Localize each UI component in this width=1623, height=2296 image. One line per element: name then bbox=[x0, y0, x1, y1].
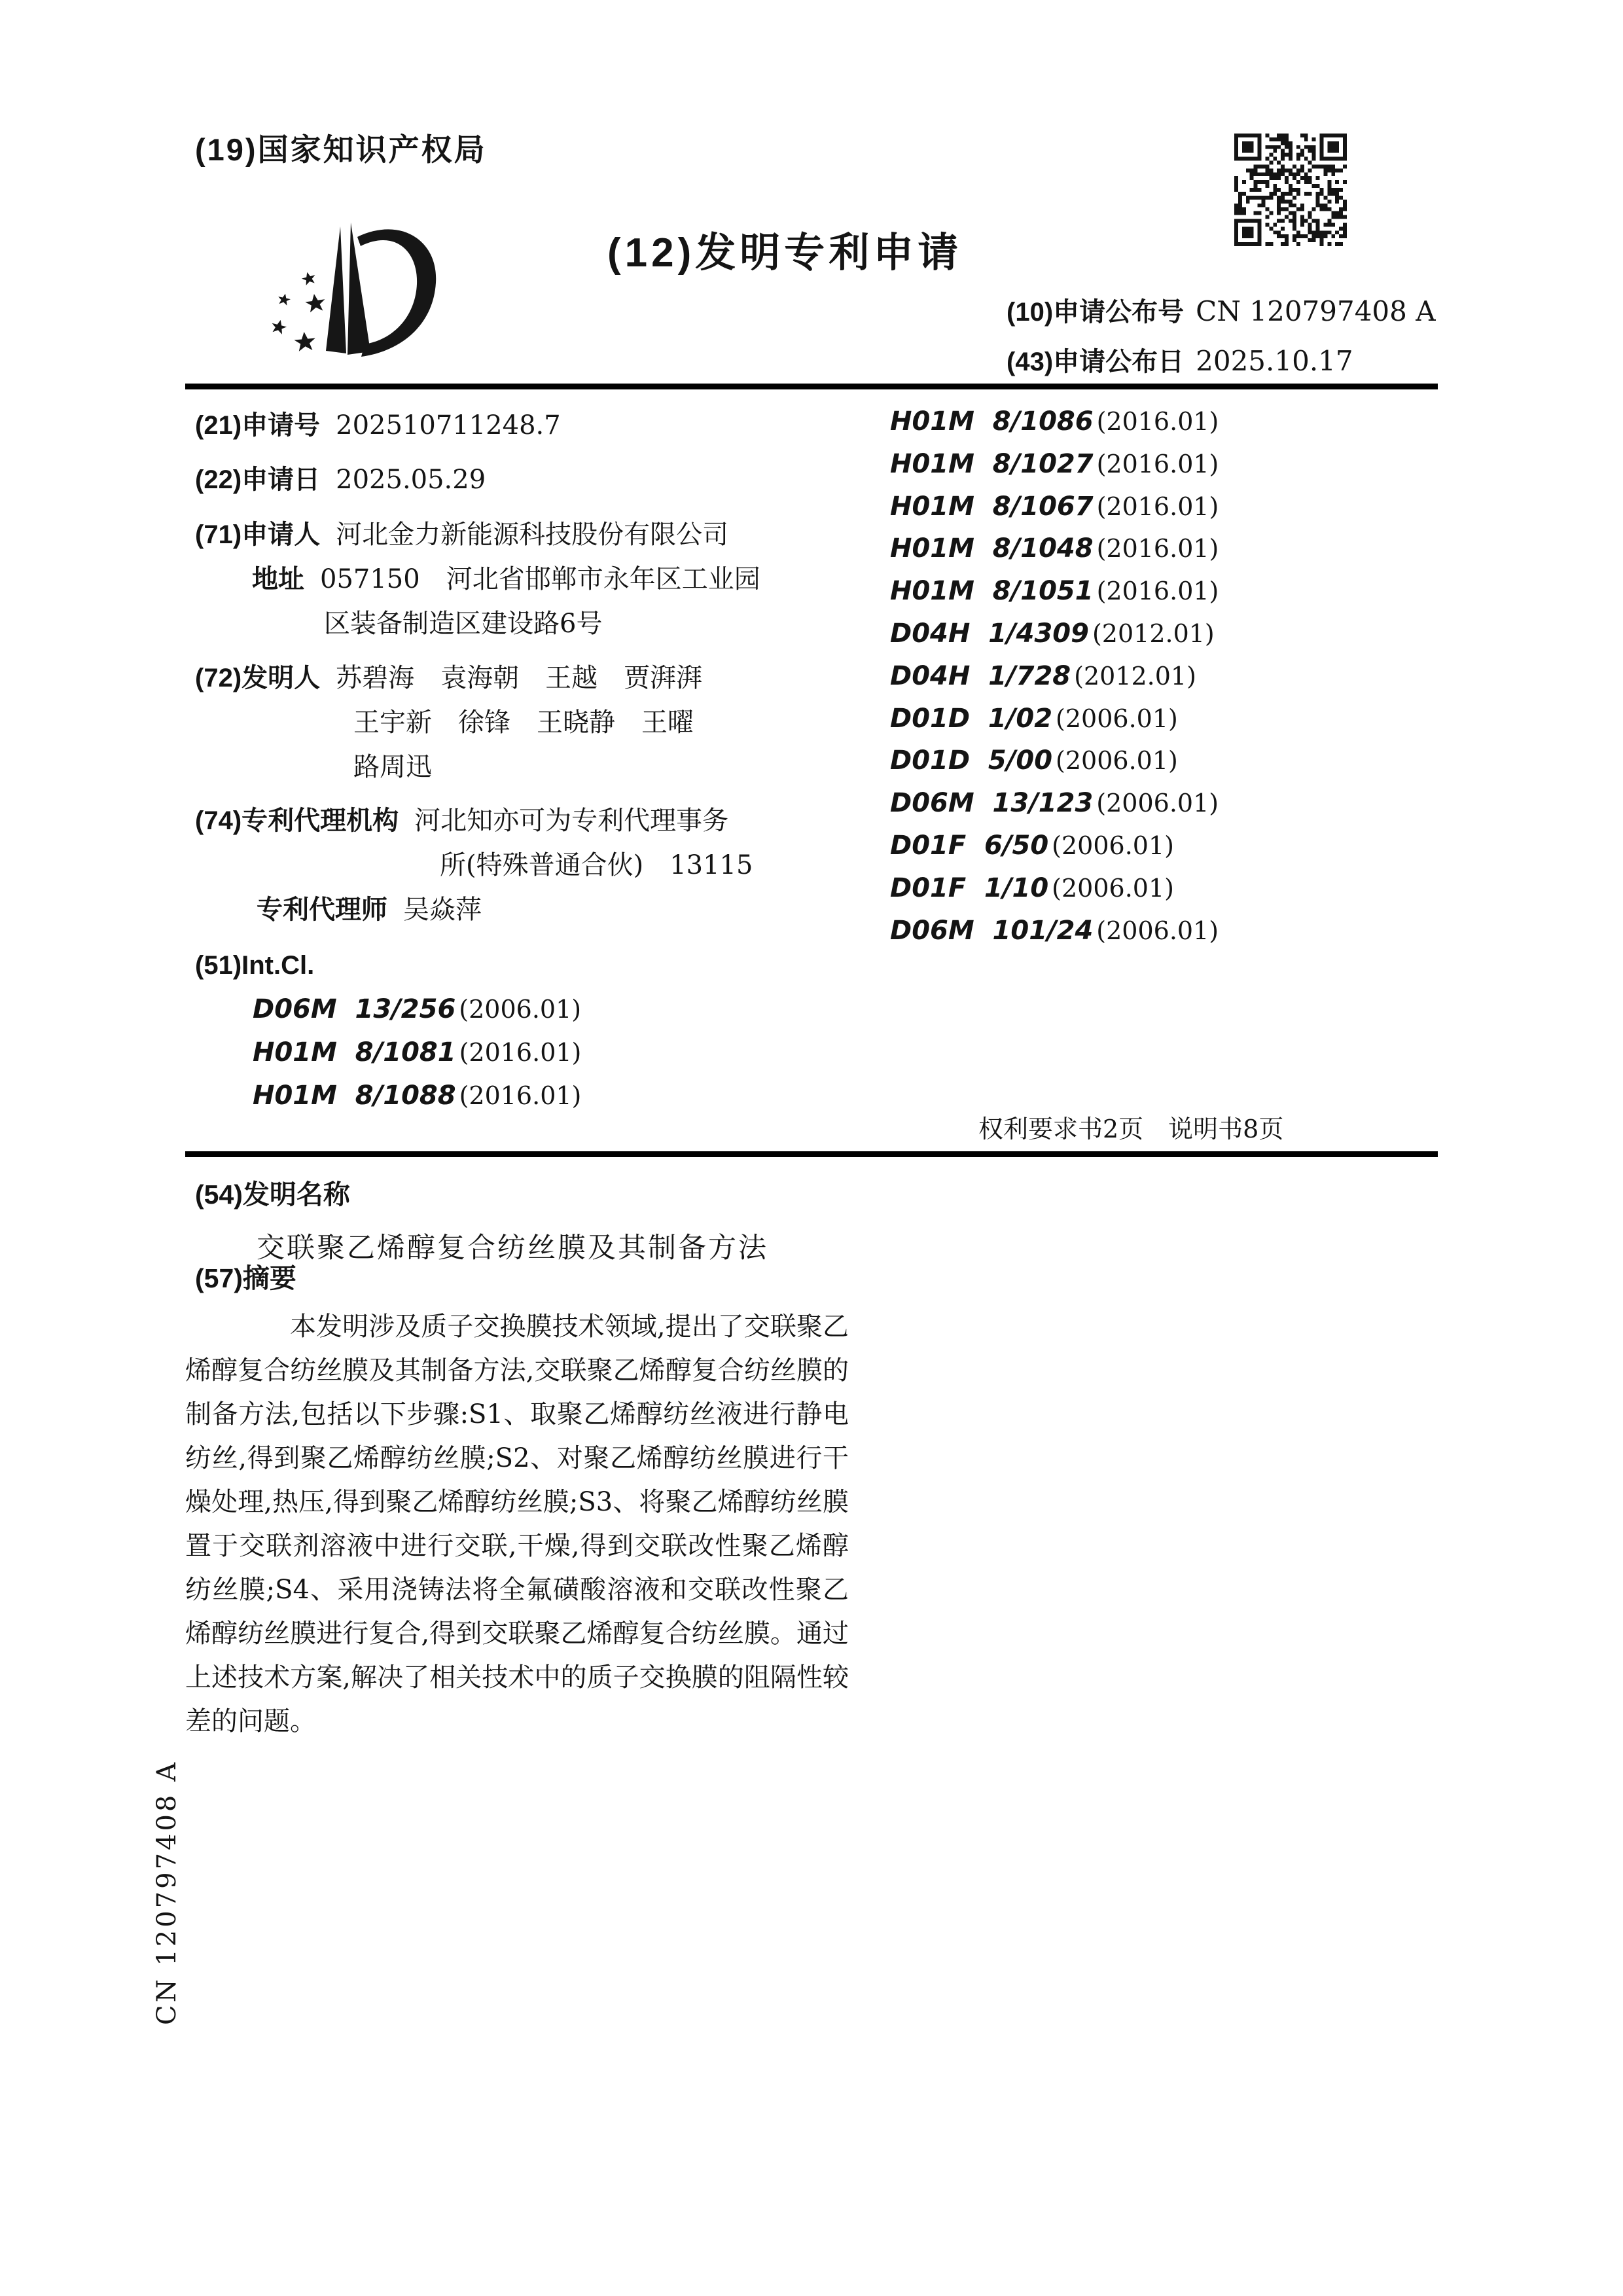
application-date-label: (22)申请日 bbox=[195, 465, 321, 494]
logo-monument bbox=[326, 223, 436, 357]
ipc-code-line bbox=[890, 443, 1219, 486]
ipc-code: H01M 8/1081 bbox=[253, 1037, 456, 1067]
ipc-code-line bbox=[890, 655, 1219, 698]
ipc-code-line bbox=[195, 1031, 869, 1074]
inventors-label: (72)发明人 bbox=[195, 664, 321, 692]
ipc-code-line bbox=[890, 698, 1219, 740]
cnipa-logo-icon bbox=[267, 216, 463, 376]
agency-line1: 河北知亦可为专利代理事务 bbox=[414, 806, 729, 836]
invention-title-block bbox=[195, 1173, 768, 1266]
publication-date-row bbox=[1007, 346, 1353, 378]
publication-number-value: CN 120797408 A bbox=[1196, 295, 1436, 327]
ipc-code-date: (2016.01) bbox=[1096, 577, 1219, 606]
inventors-block bbox=[195, 656, 869, 789]
abstract-label-block bbox=[195, 1257, 296, 1295]
application-date-value: 2025.05.29 bbox=[336, 465, 486, 495]
ipc-code-date: (2016.01) bbox=[1096, 449, 1219, 478]
ipc-code: H01M 8/1048 bbox=[890, 533, 1094, 564]
agent-row bbox=[195, 888, 869, 932]
ipc-code: D01F 1/10 bbox=[890, 872, 1049, 903]
address-line2: 区装备制造区建设路6号 bbox=[324, 609, 603, 639]
ipc-code-line bbox=[890, 528, 1219, 570]
address-row-2 bbox=[195, 601, 869, 646]
ipc-code-line bbox=[195, 1074, 869, 1117]
invention-title-label: (54)发明名称 bbox=[195, 1179, 350, 1210]
agency-row bbox=[195, 798, 869, 843]
ipc-code-date: (2012.01) bbox=[1092, 619, 1215, 648]
ipc-code: D06M 13/256 bbox=[253, 994, 456, 1024]
agency-line2: 所(特殊普通合伙) 13115 bbox=[440, 850, 753, 880]
ipc-code-date: (2006.01) bbox=[1096, 916, 1219, 945]
ipc-code-line bbox=[890, 867, 1219, 910]
top-divider-rule bbox=[185, 384, 1438, 389]
address-row bbox=[195, 557, 869, 601]
publication-date-label: (43)申请公布日 bbox=[1007, 348, 1185, 376]
publication-date-value: 2025.10.17 bbox=[1196, 345, 1353, 377]
ipc-code-date: (2016.01) bbox=[1096, 492, 1219, 521]
qr-code-icon bbox=[1234, 134, 1347, 246]
applicant-label: (71)申请人 bbox=[195, 520, 321, 549]
ipc-code-line bbox=[890, 486, 1219, 528]
agency-block bbox=[195, 798, 869, 932]
ipc-code: D06M 101/24 bbox=[890, 915, 1094, 946]
ipc-code-date: (2016.01) bbox=[1096, 407, 1219, 436]
ipc-code-date: (2006.01) bbox=[1052, 831, 1174, 860]
intcl-code-list bbox=[195, 988, 869, 1117]
ipc-code-line bbox=[890, 613, 1219, 655]
ipc-code-date: (2006.01) bbox=[1052, 873, 1174, 903]
ipc-code-date: (2006.01) bbox=[1056, 704, 1178, 733]
applicant-name: 河北金力新能源科技股份有限公司 bbox=[336, 520, 729, 550]
ipc-code-line bbox=[890, 910, 1219, 952]
ipc-code: H01M 8/1027 bbox=[890, 448, 1094, 479]
publication-number-label: (10)申请公布号 bbox=[1007, 298, 1185, 327]
ipc-code-line bbox=[195, 988, 869, 1031]
ipc-code: D06M 13/123 bbox=[890, 788, 1094, 819]
abstract-label: (57)摘要 bbox=[195, 1263, 296, 1293]
ipc-code: D01D 5/00 bbox=[890, 745, 1053, 776]
abstract-text: 本发明涉及质子交换膜技术领域,提出了交联聚乙烯醇复合纺丝膜及其制备方法,交联聚乙烯醇复合纺丝膜的制备方法,包括以下步骤:S1、取聚乙烯醇纺丝液进行静电纺丝,得到聚乙烯醇纺丝膜;S2、对聚乙烯醇纺丝膜进行干燥处理,热压,得到聚乙烯醇纺丝膜;S3、将聚乙烯醇纺丝膜置于交联剂溶液中进行交联,干燥,得到交联改性聚乙烯醇纺丝膜;S4、采用浇铸法将全氟磺酸溶液和交联改性聚乙烯醇纺丝膜进行复合,得到交联聚乙烯醇复合纺丝膜。通过上述技术方案,解决了相关技术中的质子交换膜的阻隔性较差的问题。 bbox=[185, 1312, 849, 1736]
ipc-code: H01M 8/1088 bbox=[253, 1081, 456, 1111]
logo-stars bbox=[270, 270, 326, 351]
ipc-code: H01M 8/1067 bbox=[890, 491, 1094, 522]
address-line1: 057150 河北省邯郸市永年区工业园 bbox=[320, 564, 760, 594]
doc-type-title: (12)发明专利申请 bbox=[607, 230, 963, 276]
agency-label: (74)专利代理机构 bbox=[195, 806, 399, 835]
address-label: 地址 bbox=[252, 565, 304, 594]
inventors-line3: 路周迅 bbox=[353, 752, 432, 782]
ipc-code: H01M 8/1051 bbox=[890, 576, 1094, 607]
application-number-value: 202510711248.7 bbox=[336, 410, 561, 440]
office-name: (19)国家知识产权局 bbox=[195, 132, 487, 167]
application-date-row bbox=[195, 457, 869, 502]
application-number-label: (21)申请号 bbox=[195, 411, 321, 440]
ipc-code: D01F 6/50 bbox=[890, 830, 1049, 861]
ipc-code: D04H 1/4309 bbox=[890, 618, 1089, 649]
ipc-code-date: (2006.01) bbox=[459, 995, 582, 1024]
application-number-row bbox=[195, 403, 869, 448]
ipc-code: H01M 8/1086 bbox=[890, 406, 1094, 437]
ipc-code-date: (2016.01) bbox=[459, 1038, 582, 1067]
publication-number-row bbox=[1007, 296, 1436, 328]
ipc-code-line bbox=[890, 570, 1219, 613]
agent-label: 专利代理师 bbox=[257, 895, 387, 924]
inventors-line1: 苏碧海 袁海朝 王越 贾湃湃 bbox=[336, 663, 703, 693]
classification-code-list bbox=[890, 401, 1219, 952]
ipc-code-line bbox=[890, 782, 1219, 825]
ipc-code-date: (2016.01) bbox=[1096, 534, 1219, 564]
ipc-code-line bbox=[890, 825, 1219, 867]
intcl-label: (51)Int.Cl. bbox=[195, 951, 315, 980]
side-publication-number: CN 120797408 A bbox=[152, 1760, 182, 2025]
pages-note: 权利要求书2页 说明书8页 bbox=[978, 1115, 1284, 1143]
inventors-line2: 王宇新 徐锋 王晓静 王曜 bbox=[353, 708, 694, 738]
inventors-row-3 bbox=[195, 745, 869, 789]
agent-name: 吴焱萍 bbox=[403, 895, 482, 925]
ipc-code: D04H 1/728 bbox=[890, 660, 1071, 691]
intcl-block bbox=[195, 944, 869, 1117]
agency-row-2 bbox=[195, 843, 869, 888]
ipc-code: D01D 1/02 bbox=[890, 703, 1053, 734]
ipc-code-line bbox=[890, 740, 1219, 782]
ipc-code-line bbox=[890, 401, 1219, 443]
middle-divider-rule bbox=[185, 1151, 1438, 1157]
applicant-row bbox=[195, 512, 869, 557]
ipc-code-date: (2006.01) bbox=[1096, 789, 1219, 818]
ipc-code-date: (2016.01) bbox=[459, 1081, 582, 1110]
applicant-block bbox=[195, 512, 869, 646]
inventors-row-2 bbox=[195, 700, 869, 745]
ipc-code-date: (2006.01) bbox=[1056, 746, 1178, 776]
invention-title: 交联聚乙烯醇复合纺丝膜及其制备方法 bbox=[257, 1232, 768, 1265]
inventors-row bbox=[195, 656, 869, 700]
ipc-code-date: (2012.01) bbox=[1074, 661, 1196, 691]
